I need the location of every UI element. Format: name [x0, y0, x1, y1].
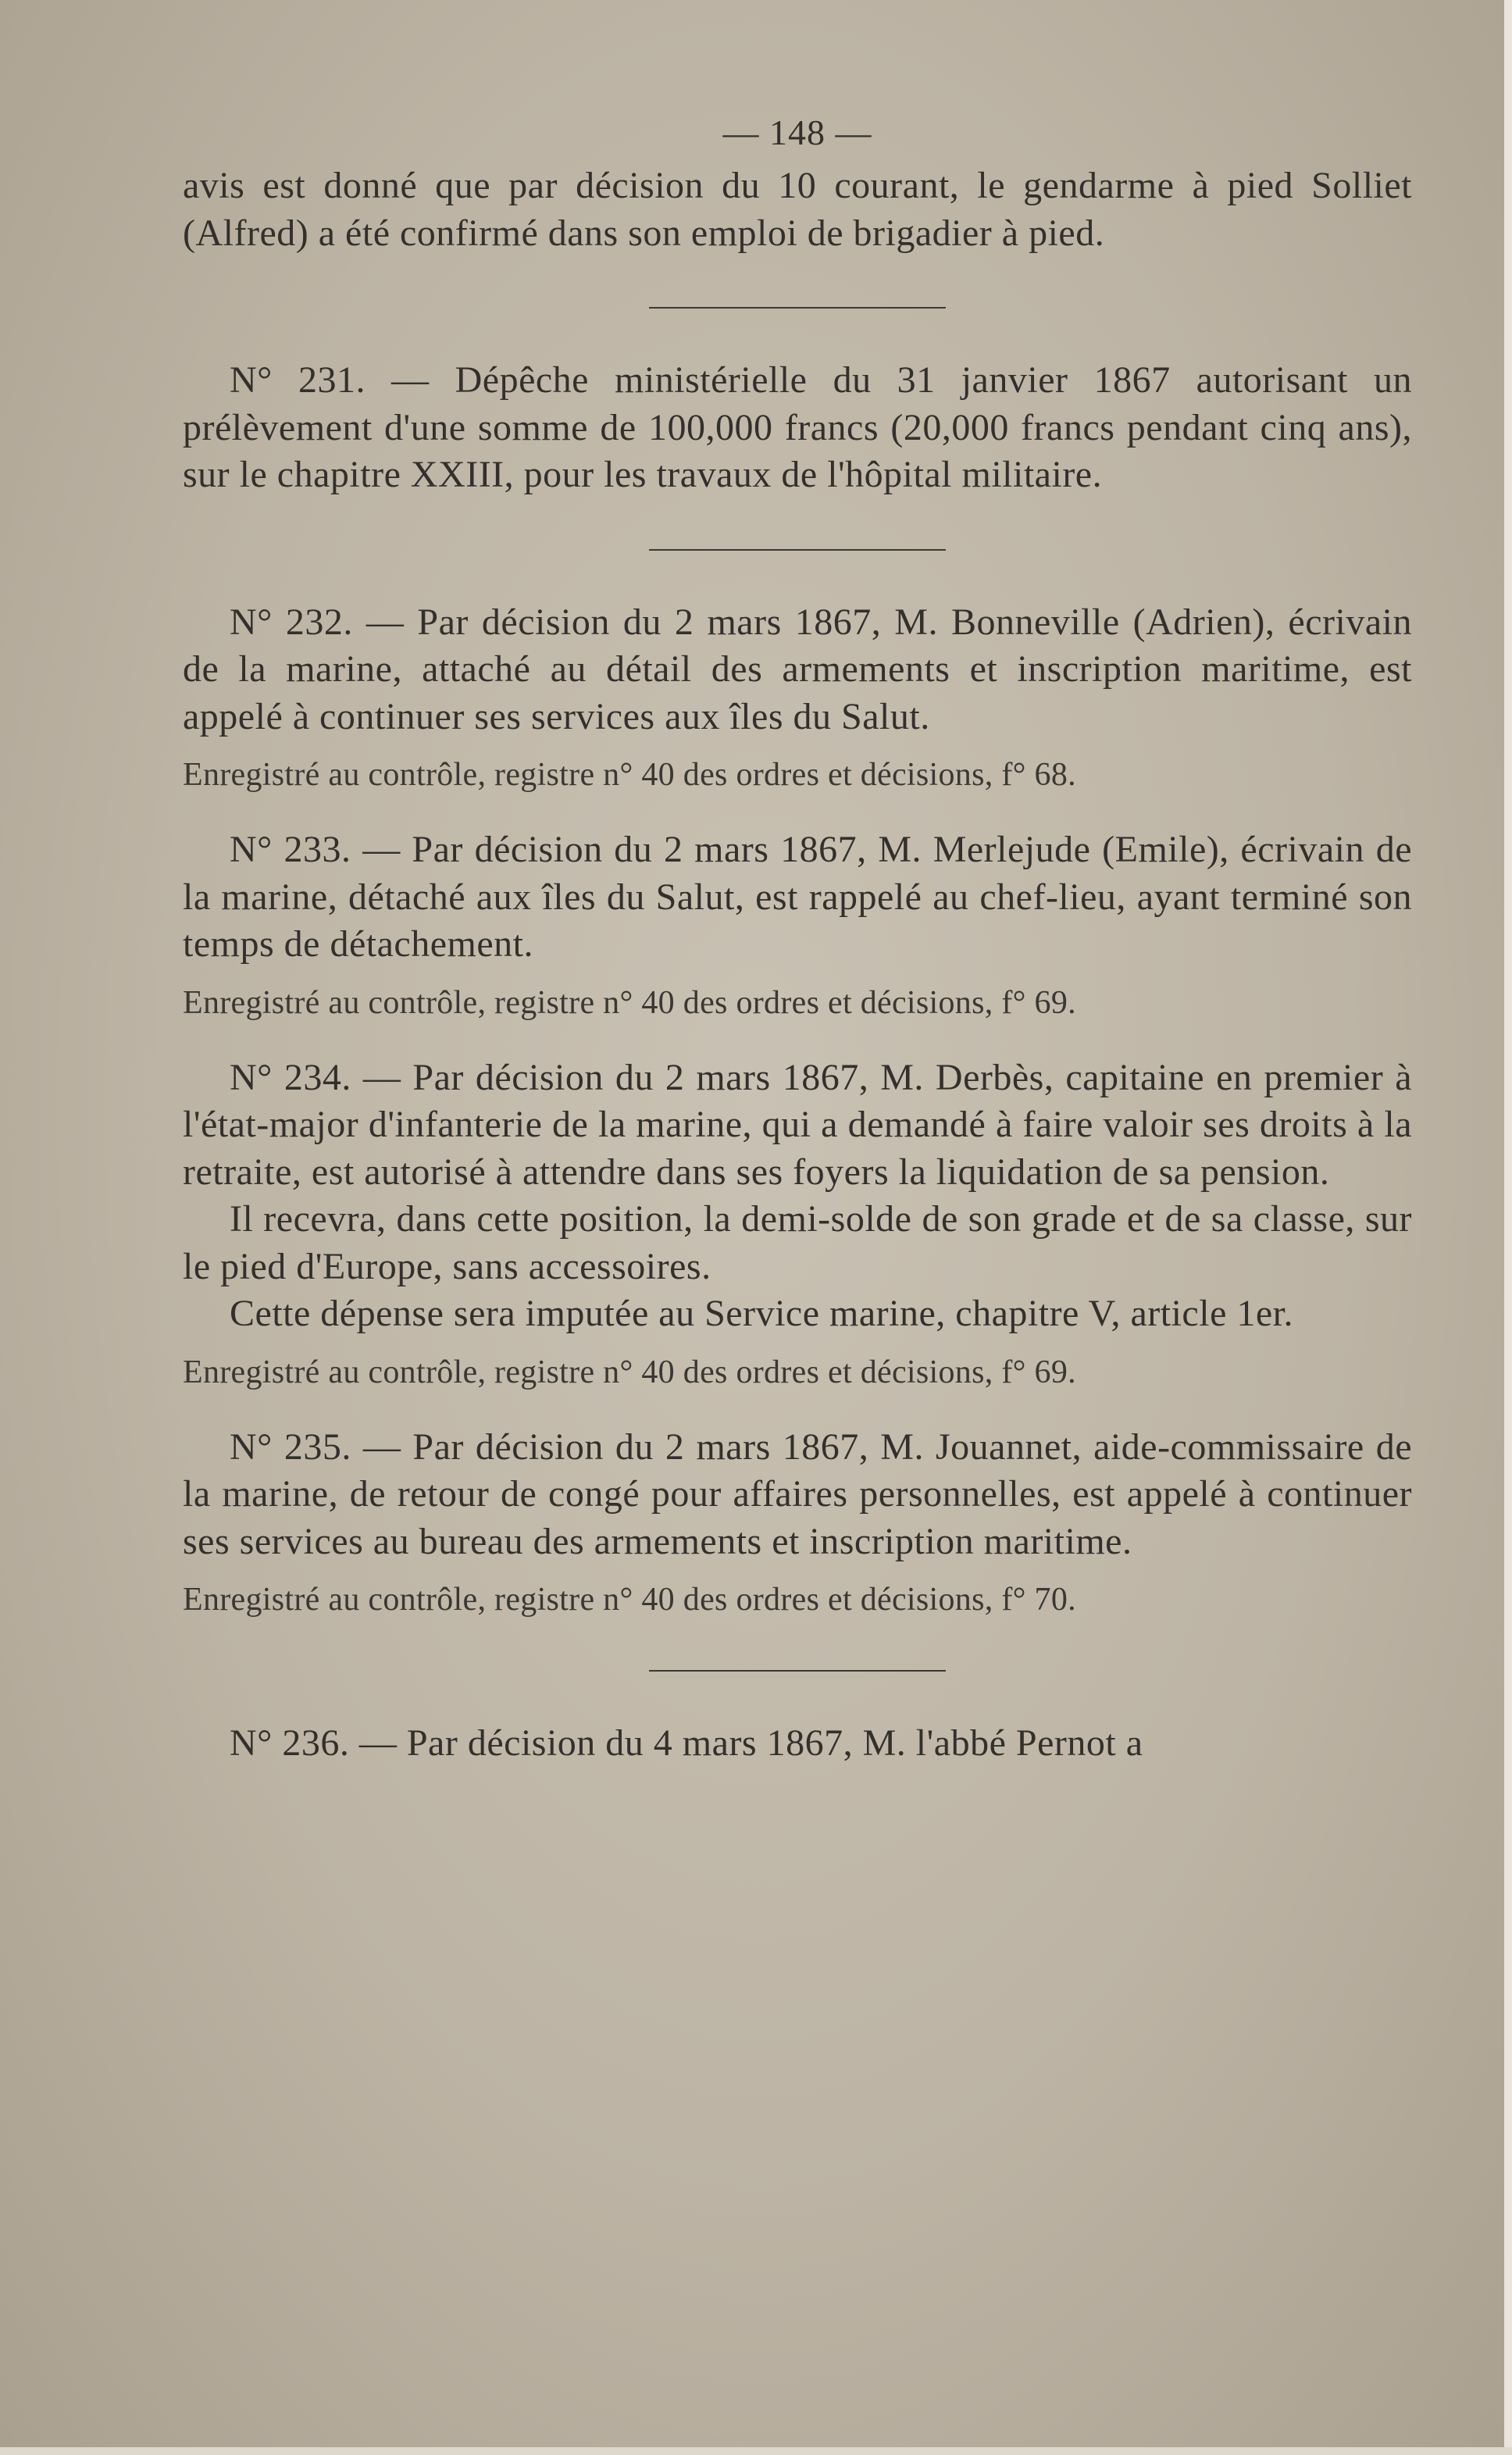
separator-rule — [649, 307, 946, 309]
separator-rule — [649, 549, 946, 551]
entry-paragraph: Il recevra, dans cette position, la demi-solde de son grade et de sa classe, sur le pied d'Europe, sans accessoires. — [183, 1198, 1412, 1287]
entry-233 — [183, 826, 1412, 1023]
page-edge-bottom — [0, 2447, 1512, 2455]
entry-232 — [183, 599, 1412, 796]
entry-paragraph: N° 231. — Dépêche ministérielle du 31 janvier 1867 autorisant un prélèvement d'une somme de 100,000 francs (20,000 francs pendant cinq ans), sur le chapitre XXIII, pour les travaux de l'hôpital militaire. — [183, 359, 1412, 495]
entry-paragraph: N° 236. — Par décision du 4 mars 1867, M. l'abbé Pernot a — [230, 1722, 1143, 1764]
entry-235 — [183, 1424, 1412, 1621]
entry-paragraph: N° 235. — Par décision du 2 mars 1867, M. Jouannet, aide-commissaire de la marine, de retour de congé pour affaires personnelles, est appelé à continuer ses services au bureau des armements et inscription maritime. — [183, 1426, 1412, 1562]
entry-231 — [183, 357, 1412, 499]
page-number: — 148 — — [722, 112, 872, 152]
registration-note: Enregistré au contrôle, registre n° 40 des ordres et décisions, f° 69. — [183, 1354, 1076, 1390]
entry-paragraph: Cette dépense sera imputée au Service marine, chapitre V, article 1er. — [230, 1293, 1294, 1334]
registration-note: Enregistré au contrôle, registre n° 40 des ordres et décisions, f° 69. — [183, 984, 1076, 1021]
page-edge-right — [1504, 0, 1512, 2455]
separator-rule — [649, 1670, 946, 1672]
registration-note: Enregistré au contrôle, registre n° 40 des ordres et décisions, f° 68. — [183, 757, 1076, 793]
entry-paragraph: N° 234. — Par décision du 2 mars 1867, M. Derbès, capitaine en premier à l'état-major d'infanterie de la marine, qui a demandé à faire valoir ses droits à la retraite, est autorisé à attendre dans ses foyers la liquidation de sa pension. — [183, 1056, 1412, 1193]
entry-paragraph: N° 233. — Par décision du 2 mars 1867, M. Merlejude (Emile), écrivain de la marine, détaché aux îles du Salut, est rappelé au chef-lieu, ayant terminé son temps de détachement. — [183, 829, 1412, 965]
registration-note: Enregistré au contrôle, registre n° 40 des ordres et décisions, f° 70. — [183, 1582, 1076, 1618]
document-text — [183, 109, 1412, 1768]
entry-236 — [183, 1720, 1412, 1768]
intro-paragraph: avis est donné que par décision du 10 courant, le gendarme à pied Solliet (Alfred) a été confirmé dans son emploi de brigadier à pied. — [183, 165, 1412, 254]
entry-paragraph: N° 232. — Par décision du 2 mars 1867, M. Bonneville (Adrien), écrivain de la marine, attaché au détail des armements et inscription maritime, est appelé à continuer ses services aux îles du Salut. — [183, 601, 1412, 737]
entry-234 — [183, 1054, 1412, 1393]
